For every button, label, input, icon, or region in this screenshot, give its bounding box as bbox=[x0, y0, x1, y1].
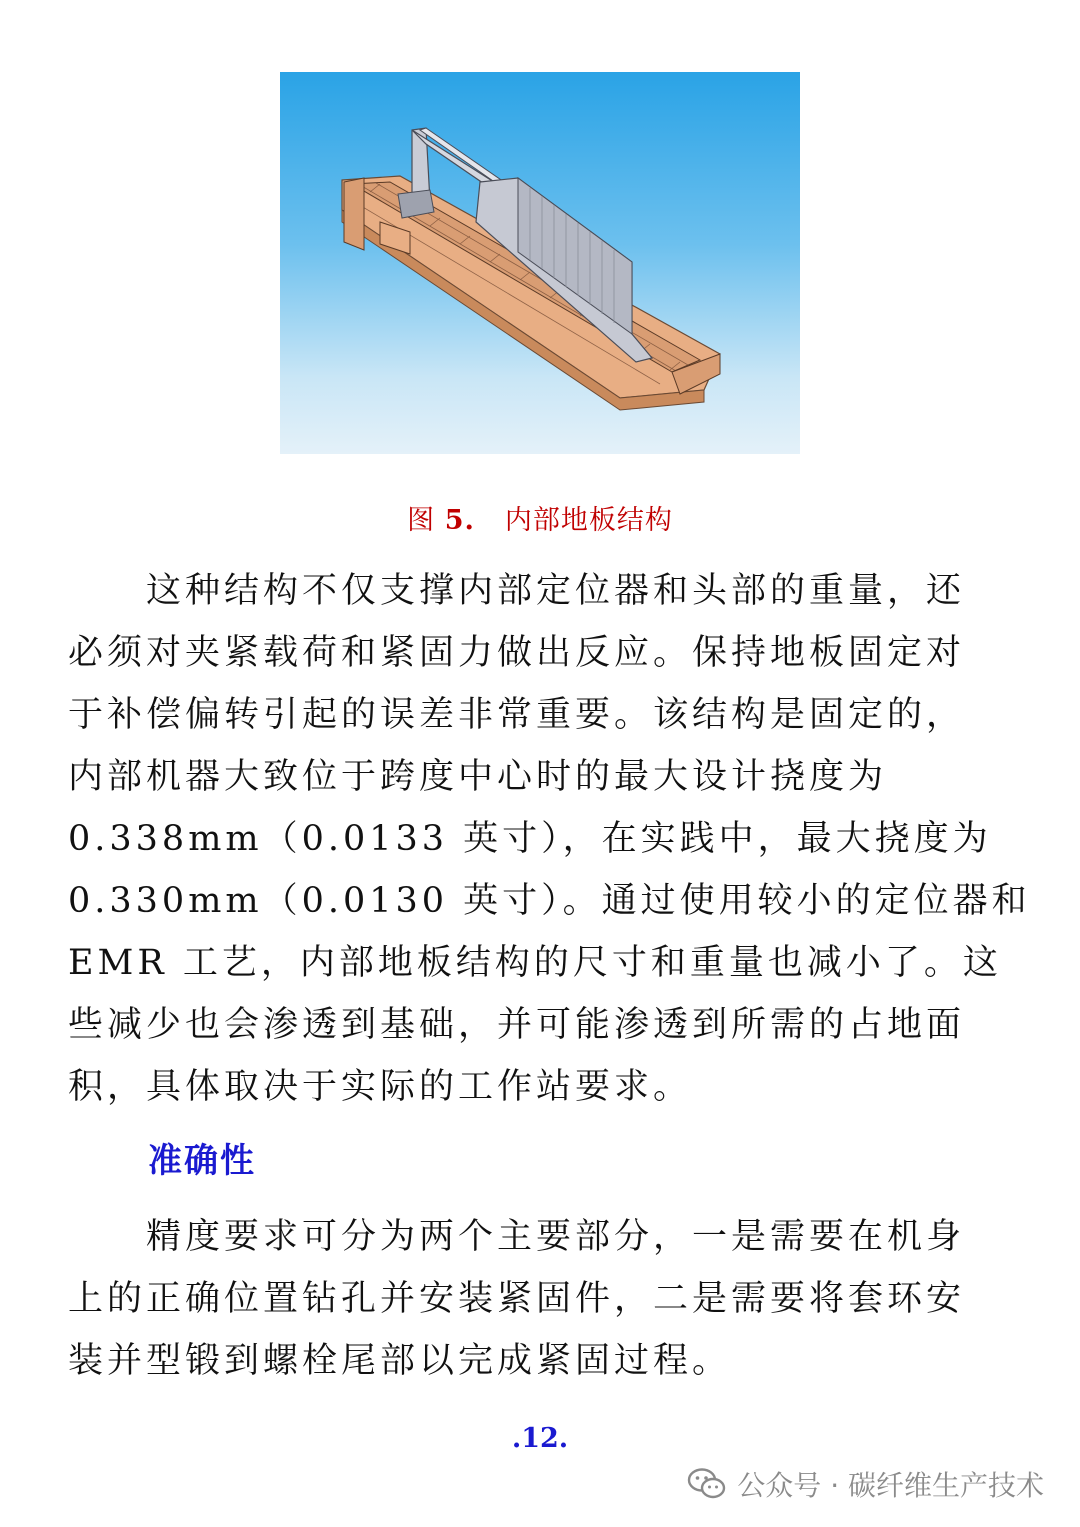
paragraph-line: 积，具体取决于实际的工作站要求。 bbox=[68, 1067, 693, 1107]
watermark bbox=[687, 1460, 1044, 1508]
paragraph-line: 必须对夹紧载荷和紧固力做出反应。保持地板固定对 bbox=[68, 633, 966, 673]
caption-number: 5. bbox=[444, 505, 475, 536]
caption-prefix: 图 bbox=[407, 505, 436, 536]
paragraph-line: 0.338mm（0.0133 英寸），在实践中，最大挠度为 bbox=[68, 819, 992, 859]
paragraph-line: EMR 工艺，内部地板结构的尺寸和重量也减小了。这 bbox=[68, 943, 1002, 983]
figure-caption bbox=[0, 498, 1080, 537]
paragraph-line: 内部机器大致位于跨度中心时的最大设计挠度为 bbox=[68, 757, 888, 797]
paragraph-line: 精度要求可分为两个主要部分，一是需要在机身 bbox=[68, 1217, 966, 1257]
paragraph-line: 这种结构不仅支撑内部定位器和头部的重量，还 bbox=[68, 571, 966, 611]
cad-floor-structure-render bbox=[280, 72, 800, 454]
paragraph-line: 上的正确位置钻孔并安装紧固件，二是需要将套环安 bbox=[68, 1279, 966, 1319]
paragraph-line: 些减少也会渗透到基础，并可能渗透到所需的占地面 bbox=[68, 1005, 966, 1045]
section-heading: 准确性 bbox=[148, 1141, 256, 1181]
paragraph-line: 0.330mm（0.0130 英寸）。通过使用较小的定位器和 bbox=[68, 881, 1031, 921]
caption-title: 内部地板结构 bbox=[504, 505, 673, 536]
figure-image bbox=[280, 72, 800, 454]
watermark-text: 公众号 · 碳纤维生产技术 bbox=[737, 1469, 1044, 1502]
paragraph-line: 于补偿偏转引起的误差非常重要。该结构是固定的， bbox=[68, 695, 966, 735]
paragraph-line: 装并型锻到螺栓尾部以完成紧固过程。 bbox=[68, 1341, 732, 1381]
wechat-icon bbox=[687, 1466, 727, 1502]
body-paragraph-2 bbox=[68, 1206, 1008, 1392]
page-number: .12. bbox=[511, 1423, 569, 1454]
body-paragraph-1 bbox=[68, 560, 1031, 1118]
